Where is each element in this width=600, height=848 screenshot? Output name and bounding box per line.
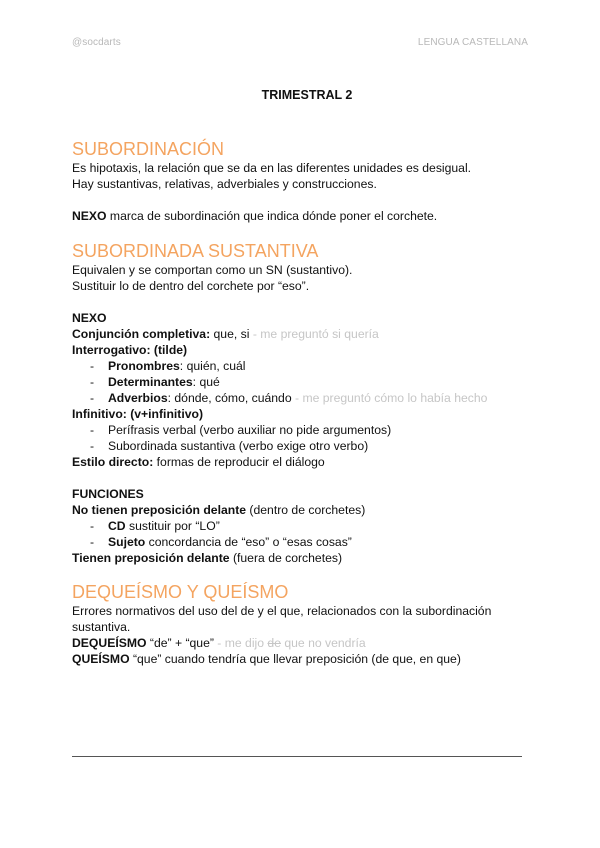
dequeismo-line [72, 635, 532, 651]
term: Adverbios [108, 391, 168, 405]
value: sustituir por “LO” [125, 519, 220, 533]
value: (fuera de corchetes) [229, 551, 343, 565]
list-item [72, 358, 532, 374]
list-marker: - [90, 359, 95, 373]
paragraph: Errores normativos del uso del de y el que, relacionados con la subordinación [72, 604, 492, 618]
list-item [72, 534, 532, 550]
list-item [72, 374, 532, 390]
term: Determinantes [108, 375, 193, 389]
header-left: @socdarts [72, 37, 121, 48]
value: : dónde, cómo, cuándo [167, 391, 292, 405]
term: Estilo directo: [72, 455, 154, 469]
list-item [72, 518, 532, 534]
example: - me preguntó si quería [249, 327, 379, 341]
value: Subordinada sustantiva (verbo exige otro verbo) [108, 439, 369, 453]
term: Pronombres [108, 359, 180, 373]
heading-dequeismo: DEQUEÍSMO Y QUEÍSMO [72, 582, 289, 602]
paragraph: sustantiva. [72, 620, 131, 634]
list-marker: - [90, 519, 95, 533]
list-item [72, 422, 532, 438]
value: concordancia de “eso” o “esas cosas” [145, 535, 352, 549]
value: : qué [192, 375, 220, 389]
value: “de” + “que” [146, 636, 214, 650]
example: - me preguntó cómo lo había hecho [291, 391, 488, 405]
nexo-definition [72, 208, 532, 224]
example: que no vendría [280, 636, 366, 650]
value: Perífrasis verbal (verbo auxiliar no pide argumentos) [108, 423, 392, 437]
list-marker: - [90, 535, 95, 549]
example-struck: de [267, 636, 281, 650]
list-item [72, 390, 532, 406]
term: CD [108, 519, 126, 533]
label-funciones: FUNCIONES [72, 487, 144, 501]
paragraph: Sustituir lo de dentro del corchete por “eso”. [72, 279, 310, 293]
term: Tienen preposición delante [72, 551, 230, 565]
conjuncion-line [72, 326, 532, 342]
value: (dentro de corchetes) [246, 503, 366, 517]
term: Conjunción completiva: [72, 327, 211, 341]
page-title: TRIMESTRAL 2 [261, 88, 353, 102]
queismo-line [72, 651, 532, 667]
value: “que” cuando tendría que llevar preposición (de que, en que) [129, 652, 461, 666]
heading-subordinacion: SUBORDINACIÓN [72, 139, 225, 159]
paragraph: Equivalen y se comportan como un SN (sustantivo). [72, 263, 353, 277]
term: DEQUEÍSMO [72, 636, 147, 650]
list-marker: - [90, 391, 95, 405]
heading-subordinada-sustantiva: SUBORDINADA SUSTANTIVA [72, 241, 319, 261]
term: NEXO [72, 209, 107, 223]
term: Sujeto [108, 535, 146, 549]
list-marker: - [90, 439, 95, 453]
value: : quién, cuál [179, 359, 246, 373]
list-item [72, 438, 532, 454]
document-body [72, 88, 532, 667]
divider-line [72, 756, 522, 757]
label-interrogativo: Interrogativo: (tilde) [72, 343, 188, 357]
paragraph: Hay sustantivas, relativas, adverbiales y construcciones. [72, 177, 377, 191]
term: No tienen preposición delante [72, 503, 247, 517]
paragraph: Es hipotaxis, la relación que se da en las diferentes unidades es desigual. [72, 161, 472, 175]
list-marker: - [90, 423, 95, 437]
no-preposicion-line [72, 502, 532, 518]
example: - me dijo [213, 636, 268, 650]
list-marker: - [90, 375, 95, 389]
header-right: LENGUA CASTELLANA [417, 37, 528, 48]
estilo-directo-line [72, 454, 532, 470]
label-nexo: NEXO [72, 311, 107, 325]
definition: marca de subordinación que indica dónde poner el corchete. [106, 209, 438, 223]
value: que, si [210, 327, 250, 341]
preposicion-line [72, 550, 532, 566]
value: formas de reproducir el diálogo [153, 455, 325, 469]
label-infinitivo: Infinitivo: (v+infinitivo) [72, 407, 204, 421]
term: QUEÍSMO [72, 652, 130, 666]
